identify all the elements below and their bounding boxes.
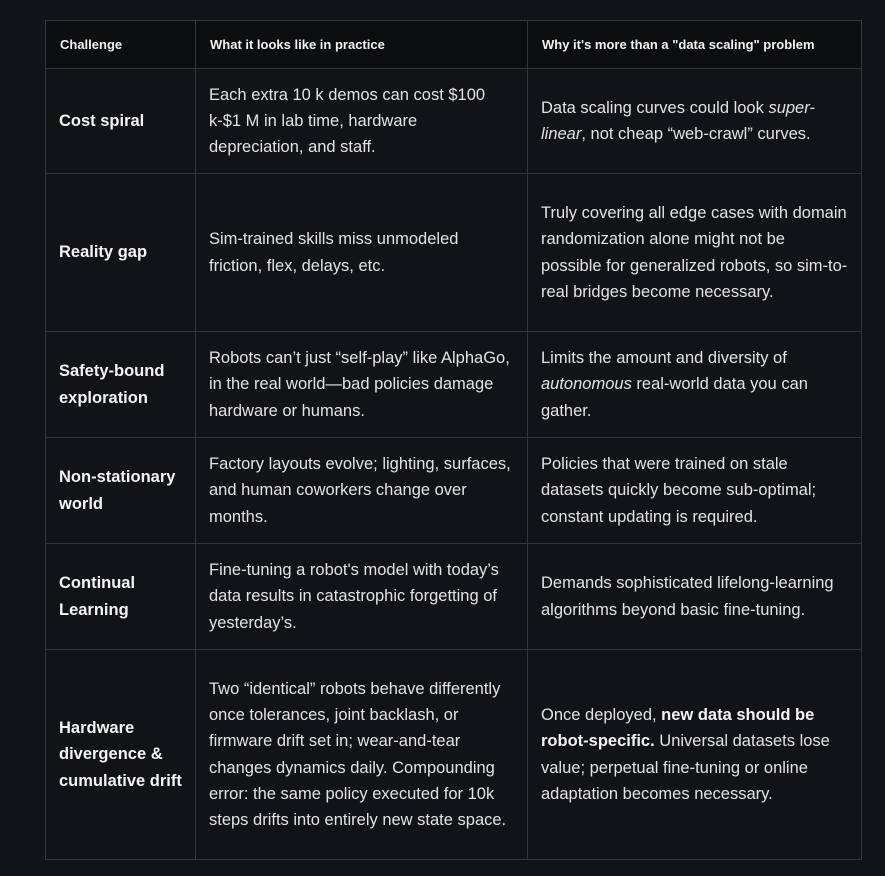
why-cell: Policies that were trained on stale datasets quickly become sub-optimal; constant updating is required.: [528, 438, 862, 544]
why-emphasis: autonomous: [541, 375, 632, 394]
why-text: Universal datasets lose value; perpetual fine-tuning or online adaptation becomes necessary.: [541, 732, 830, 803]
header-challenge: Challenge: [46, 21, 196, 69]
why-text: Limits the amount and diversity of: [541, 349, 787, 368]
challenge-cell: Safety-bound exploration: [46, 332, 196, 438]
table-body: [46, 69, 862, 860]
practice-cell: Fine-tuning a robot's model with today’s data results in catastrophic forgetting of yesterday’s.: [196, 544, 528, 650]
practice-cell: Factory layouts evolve; lighting, surfaces, and human coworkers change over months.: [196, 438, 528, 544]
practice-cell: Sim-trained skills miss unmodeled friction, flex, delays, etc.: [196, 174, 528, 332]
challenge-cell: Continual Learning: [46, 544, 196, 650]
why-strong: new data should be robot-specific.: [541, 705, 815, 751]
why-cell: Truly covering all edge cases with domain randomization alone might not be possible for generalized robots, so sim-to-real bridges become necessary.: [528, 174, 862, 332]
why-text: real-world data you can gather.: [541, 375, 808, 420]
table-row: [46, 650, 862, 860]
header-practice: What it looks like in practice: [196, 21, 528, 69]
practice-cell: Two “identical” robots behave differently once tolerances, joint backlash, or firmware drift set in; wear-and-tear changes dynamics daily. Compounding error: the same policy executed for 10k steps drifts into entirely new state space.: [196, 650, 528, 860]
practice-cell: Robots can’t just “self-play” like AlphaGo, in the real world—bad policies damage hardware or humans.: [196, 332, 528, 438]
why-text: , not cheap “web-crawl” curves.: [581, 125, 811, 143]
why-cell: [528, 332, 862, 438]
challenge-cell: Cost spiral: [46, 69, 196, 174]
challenge-cell: Hardware divergence & cumulative drift: [46, 650, 196, 860]
header-row: [46, 21, 862, 69]
why-cell: [528, 69, 862, 174]
why-text: Once deployed,: [541, 705, 662, 724]
table-row: [46, 332, 862, 438]
header-why: Why it's more than a "data scaling" problem: [528, 21, 862, 69]
why-emphasis: super-linear: [541, 98, 815, 143]
why-cell: [528, 650, 862, 860]
table-row: [46, 544, 862, 650]
table-header: [46, 21, 862, 69]
table-row: [46, 69, 862, 174]
table-row: [46, 174, 862, 332]
challenges-table: [45, 20, 862, 860]
table-row: [46, 438, 862, 544]
why-cell: Demands sophisticated lifelong-learning algorithms beyond basic fine-tuning.: [528, 544, 862, 650]
challenges-table-container: [45, 20, 861, 860]
challenge-cell: Non-stationary world: [46, 438, 196, 544]
why-text: Data scaling curves could look: [541, 98, 769, 117]
challenge-cell: Reality gap: [46, 174, 196, 332]
practice-cell: Each extra 10 k demos can cost $100 k-$1 M in lab time, hardware depreciation, and staff.: [196, 69, 528, 174]
